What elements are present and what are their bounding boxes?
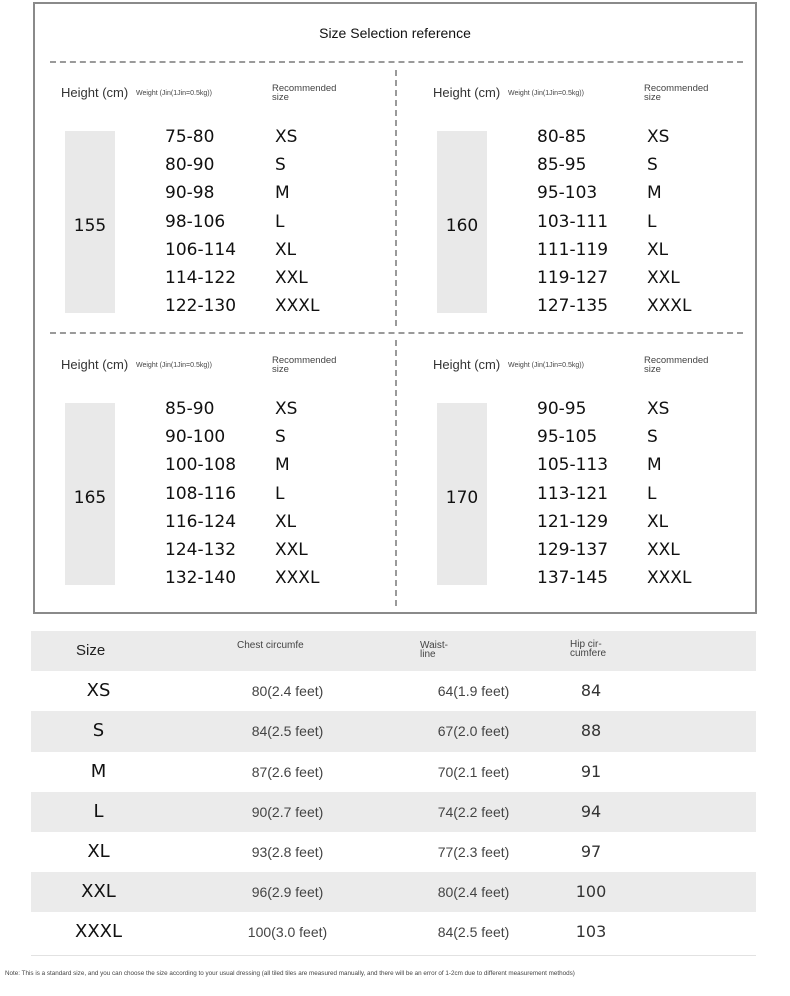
recommended-size: M: [275, 183, 290, 204]
weight-range: 95-105: [537, 427, 598, 448]
height-value: 160: [445, 216, 479, 236]
recommended-size: XXXL: [275, 296, 320, 317]
weight-range: 114-122: [165, 267, 237, 288]
recommended-size: L: [647, 483, 657, 504]
chest-cell: 87(2.6 feet): [251, 763, 324, 780]
divider-middle: [50, 332, 743, 334]
weight-range: 106-114: [165, 239, 237, 260]
recommended-size: XL: [647, 511, 669, 532]
recommended-size-header: Recommended size: [272, 83, 337, 103]
hip-cell: 94: [580, 801, 602, 821]
table-row: [31, 832, 756, 872]
height-value: 170: [445, 488, 479, 508]
recommended-size: XS: [275, 127, 298, 147]
recommended-size-header: Recommended size: [644, 83, 709, 103]
waist-cell: 64(1.9 feet): [437, 683, 510, 700]
height-value: 165: [73, 488, 107, 508]
divider-top: [50, 61, 743, 63]
size-column: [275, 395, 319, 592]
recommended-size: XXXL: [647, 568, 692, 589]
hip-cell: 103: [575, 922, 607, 942]
weight-range: 85-95: [537, 155, 587, 176]
recommended-size: XXL: [275, 539, 308, 560]
column-waist: Waist-line: [420, 640, 448, 660]
weight-range: 119-127: [537, 267, 609, 288]
weight-range: 90-95: [537, 399, 587, 419]
weight-range: 75-80: [165, 127, 215, 147]
weight-range: 111-119: [537, 239, 609, 260]
weight-range: 124-132: [165, 539, 237, 560]
weight-range: 90-98: [165, 183, 215, 204]
weight-range: 108-116: [165, 483, 237, 504]
table-row: [31, 671, 756, 711]
footnote: Note: This is a standard size, and you can choose the size according to your usual dressing (all tiled tiles are measured manually, and there will be an error of 1-2cm due to different measurement methods): [5, 970, 575, 977]
waist-cell: 80(2.4 feet): [437, 884, 510, 901]
column-size: Size: [76, 642, 106, 659]
recommended-size-header: Recommended size: [272, 355, 337, 375]
recommended-size: XS: [647, 127, 670, 147]
waist-cell: 67(2.0 feet): [437, 723, 510, 740]
recommended-size: S: [275, 427, 286, 448]
weight-column: [165, 123, 236, 320]
column-chest: Chest circumfe: [237, 640, 304, 651]
recommended-size: XL: [647, 239, 669, 260]
recommended-size: XXXL: [275, 568, 320, 589]
size-cell: XS: [86, 680, 111, 702]
size-cell: XXL: [81, 881, 116, 903]
column-hip: Hip cir-cumfere: [570, 639, 607, 659]
page-title: Size Selection reference: [319, 25, 471, 41]
recommended-size: XL: [275, 511, 297, 532]
weight-column: [537, 395, 608, 592]
size-group-2: [62, 342, 402, 592]
recommended-size-header: Recommended size: [644, 355, 709, 375]
recommended-size: M: [275, 455, 290, 476]
waist-cell: 74(2.2 feet): [437, 803, 510, 820]
recommended-size: S: [647, 427, 658, 448]
recommended-size: M: [647, 455, 662, 476]
waist-cell: 84(2.5 feet): [437, 924, 510, 941]
weight-header: Weight (Jin(1Jin=0.5kg)): [508, 362, 584, 369]
chest-cell: 100(3.0 feet): [247, 924, 328, 941]
recommended-size: M: [647, 183, 662, 204]
weight-range: 121-129: [537, 511, 609, 532]
weight-header: Weight (Jin(1Jin=0.5kg)): [136, 362, 212, 369]
weight-range: 122-130: [165, 296, 237, 317]
recommended-size: L: [275, 483, 285, 504]
weight-header: Weight (Jin(1Jin=0.5kg)): [508, 90, 584, 97]
note-separator: [31, 955, 756, 956]
weight-column: [165, 395, 236, 592]
size-column: [275, 123, 319, 320]
recommended-size: S: [275, 155, 286, 176]
weight-range: 98-106: [165, 211, 226, 232]
weight-range: 100-108: [165, 455, 237, 476]
recommended-size: XS: [275, 399, 298, 419]
weight-range: 80-85: [537, 127, 587, 147]
recommended-size: XS: [647, 399, 670, 419]
weight-range: 129-137: [537, 539, 609, 560]
chest-cell: 90(2.7 feet): [251, 803, 324, 820]
weight-range: 132-140: [165, 568, 237, 589]
hip-cell: 100: [575, 882, 607, 902]
size-group-3: [434, 342, 774, 592]
size-column: [647, 395, 691, 592]
weight-range: 113-121: [537, 483, 609, 504]
table-row: [31, 752, 756, 792]
size-cell: XXXL: [74, 921, 123, 943]
size-cell: XL: [87, 840, 110, 862]
recommended-size: L: [647, 211, 657, 232]
height-header: Height (cm): [61, 85, 129, 100]
weight-range: 116-124: [165, 511, 237, 532]
table-row: [31, 711, 756, 751]
height-value: 155: [73, 216, 107, 236]
chest-cell: 96(2.9 feet): [251, 884, 324, 901]
size-group-1: [434, 70, 774, 320]
hip-cell: 88: [580, 721, 602, 741]
recommended-size: XL: [275, 239, 297, 260]
hip-cell: 97: [580, 841, 602, 861]
hip-cell: 91: [580, 761, 602, 781]
table-row: [31, 912, 756, 952]
weight-range: 80-90: [165, 155, 215, 176]
chest-cell: 93(2.8 feet): [251, 843, 324, 860]
table-header-row: [31, 631, 756, 671]
size-cell: S: [92, 720, 105, 742]
size-column: [647, 123, 691, 320]
measurement-table: [31, 631, 756, 953]
weight-range: 105-113: [537, 455, 609, 476]
weight-column: [537, 123, 608, 320]
recommended-size: XXXL: [647, 296, 692, 317]
weight-range: 85-90: [165, 399, 215, 419]
table-row: [31, 872, 756, 912]
weight-range: 95-103: [537, 183, 598, 204]
chest-cell: 84(2.5 feet): [251, 723, 324, 740]
weight-range: 103-111: [537, 211, 609, 232]
weight-range: 90-100: [165, 427, 226, 448]
height-header: Height (cm): [433, 357, 501, 372]
recommended-size: XXL: [647, 267, 680, 288]
table-row: [31, 792, 756, 832]
chest-cell: 80(2.4 feet): [251, 683, 324, 700]
waist-cell: 77(2.3 feet): [437, 843, 510, 860]
weight-range: 137-145: [537, 568, 609, 589]
weight-range: 127-135: [537, 296, 609, 317]
size-cell: L: [93, 800, 104, 822]
recommended-size: S: [647, 155, 658, 176]
weight-header: Weight (Jin(1Jin=0.5kg)): [136, 90, 212, 97]
recommended-size: L: [275, 211, 285, 232]
height-header: Height (cm): [433, 85, 501, 100]
height-header: Height (cm): [61, 357, 129, 372]
waist-cell: 70(2.1 feet): [437, 763, 510, 780]
size-group-0: [62, 70, 402, 320]
recommended-size: XXL: [275, 267, 308, 288]
size-cell: M: [90, 760, 107, 782]
recommended-size: XXL: [647, 539, 680, 560]
hip-cell: 84: [580, 681, 602, 701]
